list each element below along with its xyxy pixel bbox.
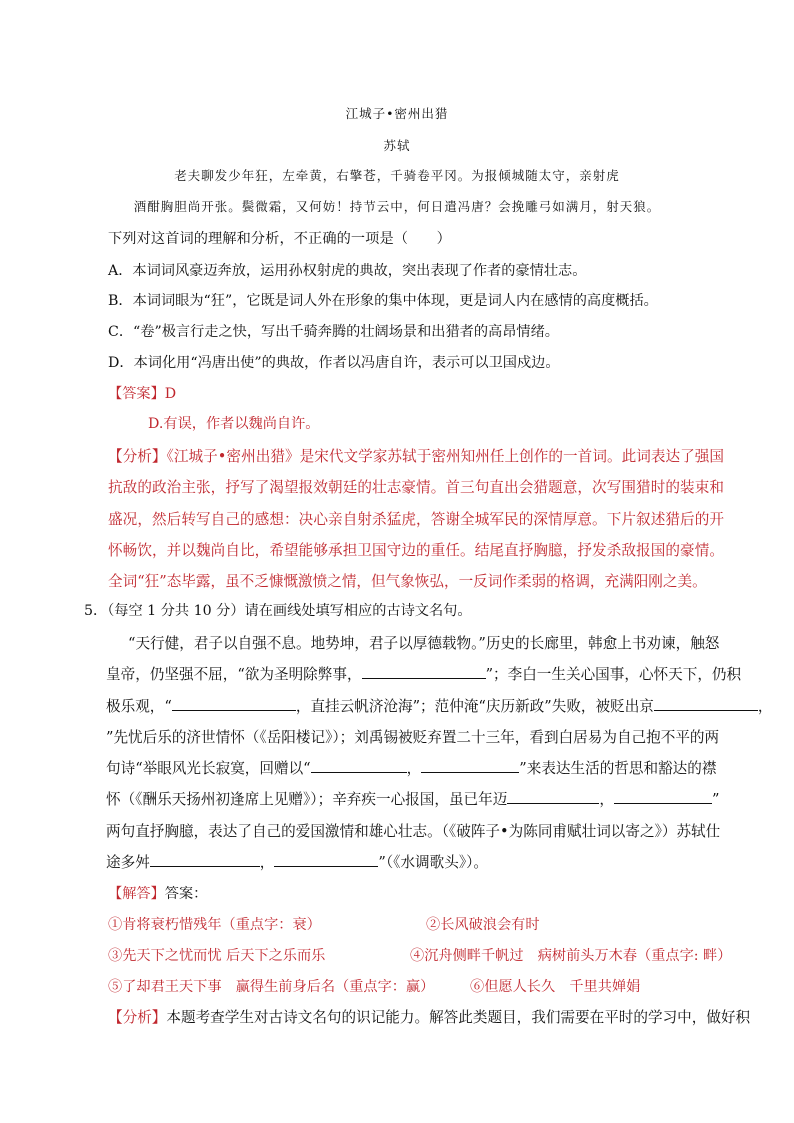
- q5-text: ，: [599, 791, 614, 809]
- q5-text: 怀（《酬乐天扬州初逢席上见赠》）；辛弃疾一心报国，虽已年迈: [106, 791, 508, 809]
- q5-text: ，直挂云帆济沧海”；范仲淹“庆历新政”失败，被贬出京: [295, 697, 654, 715]
- fill-blank-6[interactable]: [507, 789, 599, 804]
- key-answer-5: ⑤了却君王天下事 赢得生前身后名（重点字：赢）: [108, 979, 435, 995]
- q5-text: ”；李白一生关心国事，心怀天下，仍积: [485, 666, 742, 684]
- q5-text: ，: [259, 854, 275, 872]
- key-text: 答案：: [164, 886, 208, 902]
- fill-blank-3[interactable]: [654, 696, 758, 711]
- q5-line-6: [106, 784, 722, 815]
- q5-line-2: [106, 659, 742, 690]
- answer-line: [108, 383, 176, 403]
- key-answer-1: ①肯将衰朽惜残年（重点字：衰）: [108, 917, 321, 933]
- analysis-block: [108, 441, 724, 597]
- analysis-text: 《江城子•密州出猎》是宋代文学家苏轼于密州知州任上创作的一首词。此词表达了强国抗敌的政治主张，抒写了渴望报效朝廷的壮志豪情。首三句直出会猎题意，次写围猎时的装束和盛况，然后转写自己的感想：决心亲自射杀猛虎，答谢全城军民的深情厚意。下片叙述猎后的开怀畅饮，并以魏尚自比，希望能够承担卫国守边的重任。结尾直抒胸臆，抒发杀敌报国的豪情。全词“狂”态毕露，虽不乏慷慨激愤之情，但气象恢弘，一反词作柔弱的格调，充满阳刚之美。: [108, 448, 724, 591]
- answer-label: 【答案】: [108, 386, 165, 402]
- q5-analysis-label: 【分析】: [108, 1009, 167, 1026]
- key-answer-2: ②长风破浪会有时: [426, 917, 540, 933]
- q5-line-3: [106, 691, 773, 722]
- q5-text: ，: [406, 760, 422, 778]
- q5-text: 皇帝，仍坚强不屈，“欲为圣明除弊事，: [106, 666, 362, 684]
- question-stem: 下列对这首词的理解和分析，不正确的一项是（ ）: [108, 231, 451, 247]
- option-d: D．本词化用“冯唐出使”的典故，作者以冯唐自许，表示可以卫国戍边。: [108, 355, 560, 371]
- q5-text: ”: [711, 791, 720, 809]
- fill-blank-7[interactable]: [614, 789, 712, 804]
- q5-analysis-text: 本题考查学生对古诗文名句的识记能力。解答此类题目，我们需要在平时的学习中，做好积: [166, 1009, 751, 1026]
- fill-blank-2[interactable]: [172, 696, 296, 711]
- poem-title: 江城子•密州出猎: [345, 106, 449, 121]
- q5-line-7: 两句直抒胸臆，表达了自己的爱国激情和雄心壮志。（《破阵子•为陈同甫赋壮词以寄之》）苏轼仕: [106, 822, 721, 840]
- key-answer-6: ⑥但愿人长久 千里共婵娟: [470, 979, 641, 995]
- fill-blank-4[interactable]: [311, 758, 407, 773]
- question5-body: [106, 628, 773, 878]
- fill-blank-8[interactable]: [150, 852, 260, 867]
- q5-line-5: [106, 753, 722, 784]
- key-heading: [108, 883, 207, 903]
- poem-line-2: 酒酣胸胆尚开张。鬓微霜，又何妨！持节云中，何日遣冯唐？会挽雕弓如满月，射天狼。: [133, 199, 661, 214]
- key-answer-3: ③先天下之忧而忧 后天下之乐而乐: [108, 948, 326, 964]
- answer-value: D: [164, 386, 177, 402]
- fill-blank-1[interactable]: [362, 664, 486, 679]
- poem-line-1: 老夫聊发少年狂，左牵黄，右擎苍，千骑卷平冈。为报倾城随太守，亲射虎: [174, 168, 620, 183]
- option-c: C．“卷”极言行走之快，写出千骑奔腾的壮阔场景和出猎者的高昂情绪。: [108, 324, 559, 340]
- q5-text: 途多舛: [106, 854, 150, 872]
- q5-line-4: ”先忧后乐的济世情怀（《岳阳楼记》）；刘禹锡被贬弃置二十三年，看到白居易为自己抱不平的两: [106, 728, 720, 746]
- q5-analysis: [108, 1006, 750, 1027]
- q5-text: ”来表达生活的哲思和豁达的襟: [519, 760, 717, 778]
- q5-line-8: [106, 847, 722, 878]
- poem-author: 苏轼: [383, 138, 411, 153]
- q5-text: ，: [757, 697, 773, 715]
- q5-line-1: “天行健，君子以自强不息。地势坤，君子以厚德载物。”历史的长廊里，韩愈上书劝谏，触怒: [128, 635, 720, 652]
- q5-text: 句诗“举眼风光长寂寞，回赠以“: [106, 760, 311, 778]
- key-label: 【解答】: [108, 886, 165, 902]
- fill-blank-9[interactable]: [274, 852, 378, 867]
- option-a: A．本词词风豪迈奔放，运用孙权射虎的典故，突出表现了作者的豪情壮志。: [108, 263, 587, 279]
- fill-blank-5[interactable]: [421, 758, 519, 773]
- question5-heading: 5．（每空 1 分共 10 分）请在画线处填写相应的古诗文名句。: [84, 603, 472, 619]
- option-b: B．本词词眼为“狂”，它既是词人外在形象的集中体现，更是词人内在感情的高度概括。: [108, 293, 658, 309]
- q5-text: ”（《水调歌头》）。: [378, 854, 489, 872]
- answer-note: D.有误，作者以魏尚自许。: [148, 416, 320, 432]
- q5-text: 极乐观，“: [106, 697, 172, 715]
- key-answer-4: ④沉舟侧畔千帆过 病树前头万木春（重点字: 畔）: [410, 948, 732, 964]
- analysis-label: 【分析】: [108, 448, 167, 465]
